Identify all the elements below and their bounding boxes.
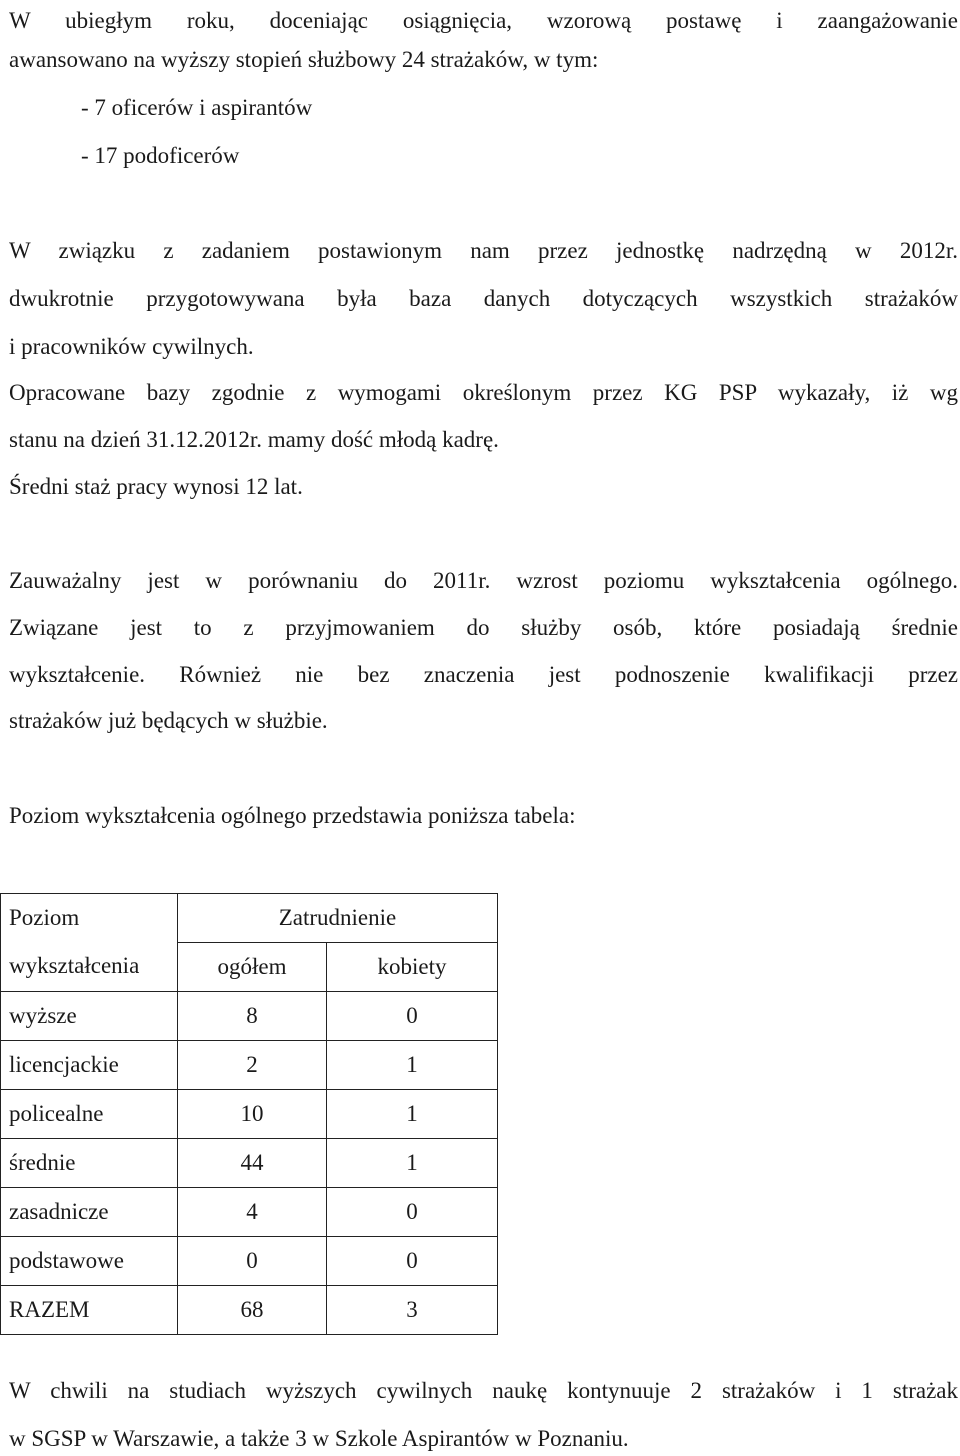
paragraph-database-line-3: i pracowników cywilnych. <box>9 334 254 359</box>
paragraph-studies-line-1: W chwili na studiach wyższych cywilnych naukę kontynuuje 2 strażaków i 1 strażak <box>9 1378 958 1403</box>
education-table <box>0 893 498 1335</box>
row-total: 8 <box>178 992 327 1041</box>
table-header-row-1 <box>1 894 498 943</box>
table-row <box>1 1139 498 1188</box>
list-item-officers: - 7 oficerów i aspirantów <box>81 95 313 120</box>
header-total: ogółem <box>178 943 327 992</box>
row-women: 0 <box>327 992 498 1041</box>
table-row-total <box>1 1286 498 1335</box>
row-women: 1 <box>327 1090 498 1139</box>
row-women: 0 <box>327 1188 498 1237</box>
paragraph-database-line-6: Średni staż pracy wynosi 12 lat. <box>9 474 303 499</box>
row-total: 2 <box>178 1041 327 1090</box>
row-label: zasadnicze <box>1 1188 178 1237</box>
paragraph-education-line-4: strażaków już będących w służbie. <box>9 708 328 733</box>
table-row <box>1 1188 498 1237</box>
row-total: 10 <box>178 1090 327 1139</box>
row-women: 3 <box>327 1286 498 1335</box>
header-employment: Zatrudnienie <box>178 894 498 943</box>
paragraph-education-line-2: Związane jest to z przyjmowaniem do służby osób, które posiadają średnie <box>9 615 958 640</box>
paragraph-database-line-1: W związku z zadaniem postawionym nam przez jednostkę nadrzędną w 2012r. <box>9 238 958 263</box>
paragraph-database-line-5: stanu na dzień 31.12.2012r. mamy dość młodą kadrę. <box>9 427 499 452</box>
row-label: średnie <box>1 1139 178 1188</box>
row-women: 0 <box>327 1237 498 1286</box>
paragraph-promotions-line-1: W ubiegłym roku, doceniając osiągnięcia, wzorową postawę i zaangażowanie <box>9 8 958 33</box>
table-row <box>1 992 498 1041</box>
row-women: 1 <box>327 1041 498 1090</box>
row-total: 68 <box>178 1286 327 1335</box>
row-total: 4 <box>178 1188 327 1237</box>
row-label: RAZEM <box>1 1286 178 1335</box>
row-total: 44 <box>178 1139 327 1188</box>
header-education-level-line-1: Poziom <box>9 905 80 930</box>
paragraph-promotions-line-2: awansowano na wyższy stopień służbowy 24 strażaków, w tym: <box>9 47 599 72</box>
table-intro: Poziom wykształcenia ogólnego przedstawia poniższa tabela: <box>9 803 576 828</box>
paragraph-database-line-2: dwukrotnie przygotowywana była baza danych dotyczących wszystkich strażaków <box>9 286 958 311</box>
table-row <box>1 1041 498 1090</box>
row-label: wyższe <box>1 992 178 1041</box>
row-total: 0 <box>178 1237 327 1286</box>
paragraph-education-line-3: wykształcenie. Również nie bez znaczenia jest podnoszenie kwalifikacji przez <box>9 662 958 687</box>
header-women: kobiety <box>327 943 498 992</box>
paragraph-education-line-1: Zauważalny jest w porównaniu do 2011r. wzrost poziomu wykształcenia ogólnego. <box>9 568 958 593</box>
table-row <box>1 1237 498 1286</box>
paragraph-studies-line-2: w SGSP w Warszawie, a także 3 w Szkole Aspirantów w Poznaniu. <box>9 1426 629 1451</box>
row-label: licencjackie <box>1 1041 178 1090</box>
table-row <box>1 1090 498 1139</box>
header-education-level-line-2: wykształcenia <box>9 953 140 978</box>
paragraph-database-line-4: Opracowane bazy zgodnie z wymogami określonym przez KG PSP wykazały, iż wg <box>9 380 958 405</box>
list-item-nco: - 17 podoficerów <box>81 143 240 168</box>
row-label: podstawowe <box>1 1237 178 1286</box>
row-label: policealne <box>1 1090 178 1139</box>
row-women: 1 <box>327 1139 498 1188</box>
header-education-level <box>1 894 178 992</box>
